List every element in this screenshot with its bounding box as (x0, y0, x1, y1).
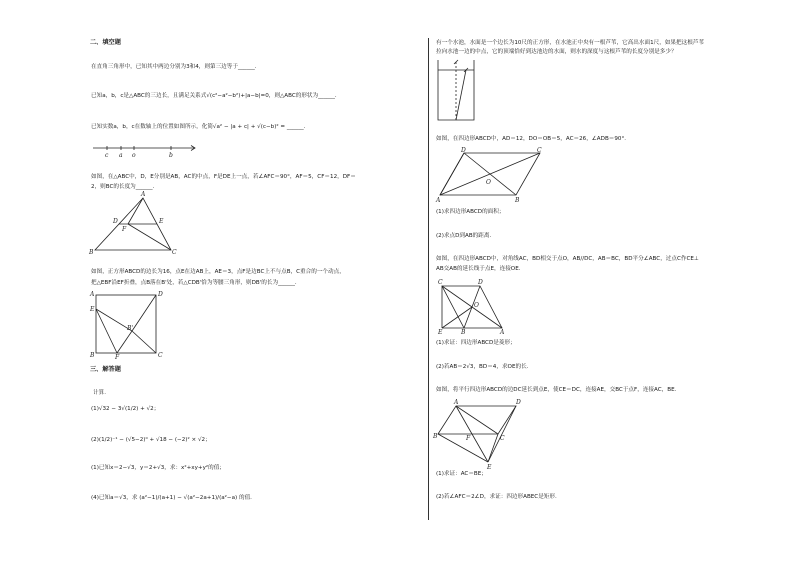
parallelogram-extended-figure (433, 398, 526, 471)
vertex-label: E (487, 464, 492, 471)
vertex-label: D (516, 399, 521, 406)
number-line-label: b (169, 152, 173, 159)
vertex-label: B (515, 197, 520, 204)
vertex-label: A (90, 291, 95, 298)
calc-1: (1)√32 − 3√(1/2) + √2； (91, 406, 160, 412)
vertex-label: D (113, 218, 118, 225)
vertex-label: E (90, 306, 95, 313)
problem-rectangle: 如图，将平行四边形ABCD的边DC延长到点E，使CE＝DC，连接AE，交BC于点F，连接AC，BE. (436, 387, 677, 393)
square-figure (88, 289, 168, 359)
vertex-label: A (436, 197, 441, 204)
calc-4: (4)已知a＝√3，求 (a²−1)/(a+1) − √(a²−2a+1)/(a²−a) 的值. (91, 495, 252, 501)
vertex-label: A (500, 329, 505, 336)
column-divider (428, 38, 429, 520)
number-line-figure (91, 140, 201, 160)
vertex-label: O (474, 302, 479, 309)
number-line-label: c (105, 152, 109, 159)
question-4-line-1: 如图，在△ABC中，D，E分别是AB，AC的中点，F是DE上一点，若∠AFC＝90°，AF＝5，CF＝12，DF＝ (91, 174, 356, 180)
number-line-label: a (119, 152, 123, 159)
vertex-label: E (438, 329, 443, 336)
vertex-label: E (159, 218, 164, 225)
problem-rectangle-part-2: (2)若∠AFC＝2∠D，求证：四边形ABEC是矩形. (436, 494, 557, 500)
triangle-figure (89, 192, 189, 258)
question-4-line-2: 2，则BC的长度为______. (91, 184, 155, 190)
fill-in-heading: 二、填空题 (90, 39, 121, 46)
vertex-label: A (141, 191, 146, 198)
vertex-label: F (122, 226, 127, 233)
problem-rhombus-line-1: 如图，在四边形ABCD中，对角线AC，BD相交于点O，AB//DC，AB＝BC，BD平分∠ABC，过点C作CE⊥ (436, 256, 699, 262)
calc-3: (1)已知x＝2−√3，y＝2+√3，求：x²+xy+y²的值； (91, 465, 225, 471)
vertex-label: C (500, 435, 505, 442)
vertex-label: C (158, 352, 163, 359)
problem-abcd-part-1: (1)求四边形ABCD的面积； (436, 209, 505, 215)
vertex-label: F (466, 435, 471, 442)
vertex-label: F (115, 354, 120, 361)
calc-instruction: 计算. (93, 390, 106, 396)
vertex-label: C (537, 147, 542, 154)
problem-rhombus-part-2: (2)若AB＝2√3，BD＝4，求OE的长. (436, 364, 529, 370)
problem-rhombus-part-1: (1)求证：四边形ABCD是菱形； (436, 340, 516, 346)
parallelogram-figure (436, 147, 552, 203)
vertex-label: D (478, 279, 483, 286)
rhombus-figure (436, 276, 512, 334)
vertex-label: B (90, 352, 95, 359)
vertex-label: D (461, 147, 466, 154)
vertex-label: B (89, 249, 94, 256)
vertex-label: C (172, 249, 177, 256)
problem-rectangle-part-1: (1)求证：AC＝BE； (436, 471, 487, 477)
question-1: 在直角三角形中，已知其中两边分别为3和4，则第三边等于______. (91, 64, 257, 70)
problem-reed-line-2: 拉向水池一边的中点，它的顶端恰好到达池边的水面，则水的深度与这根芦苇的长度分别是多少？ (436, 49, 677, 55)
vertex-label: B (433, 433, 438, 440)
vertex-label: B' (127, 325, 134, 332)
question-3: 已知实数a，b，c在数轴上的位置如图所示，化简√a² − |a + c| + √(c−b)² = ______. (91, 124, 306, 130)
solve-heading: 三、解答题 (90, 366, 121, 373)
vertex-label: A (454, 399, 459, 406)
vertex-label: B (461, 329, 466, 336)
vertex-label: D (158, 291, 163, 298)
question-2: 已知a，b，c是△ABC的三边长，且满足关系式√(c²−a²−b²)+|a−b|=0，则△ABC的形状为______. (91, 93, 337, 99)
pool-figure (436, 58, 478, 124)
question-5-line-1: 如图，正方形ABCD的边长为16，点E在边AB上，AE＝3，点F是边BC上不与点B，C重合的一个动点， (91, 269, 345, 275)
number-line-label: o (132, 152, 136, 159)
vertex-label: O (486, 179, 491, 186)
problem-abcd-part-2: (2)求点D到AB的距离. (436, 233, 492, 239)
calc-2: (2)(1/2)⁻¹ − (√5−2)⁰ + √18 − (−2)² × √2； (91, 437, 211, 443)
vertex-label: C (438, 279, 443, 286)
question-5-line-2: 把△EBF沿EF折叠，点B落在B'处，若△CDB'恰为等腰三角形，则DB'的长为______. (91, 280, 297, 286)
problem-abcd-area: 如图，在四边形ABCD中，AD＝12，DO＝OB＝5，AC＝26，∠ADB＝90°. (436, 136, 627, 142)
problem-reed-line-1: 有一个水池，水面是一个边长为10尺的正方形，在水池正中央有一根芦苇，它高出水面1尺，如果把这根芦苇 (436, 40, 704, 46)
problem-rhombus-line-2: AB交AB的延长线于点E，连接OE. (436, 266, 521, 272)
